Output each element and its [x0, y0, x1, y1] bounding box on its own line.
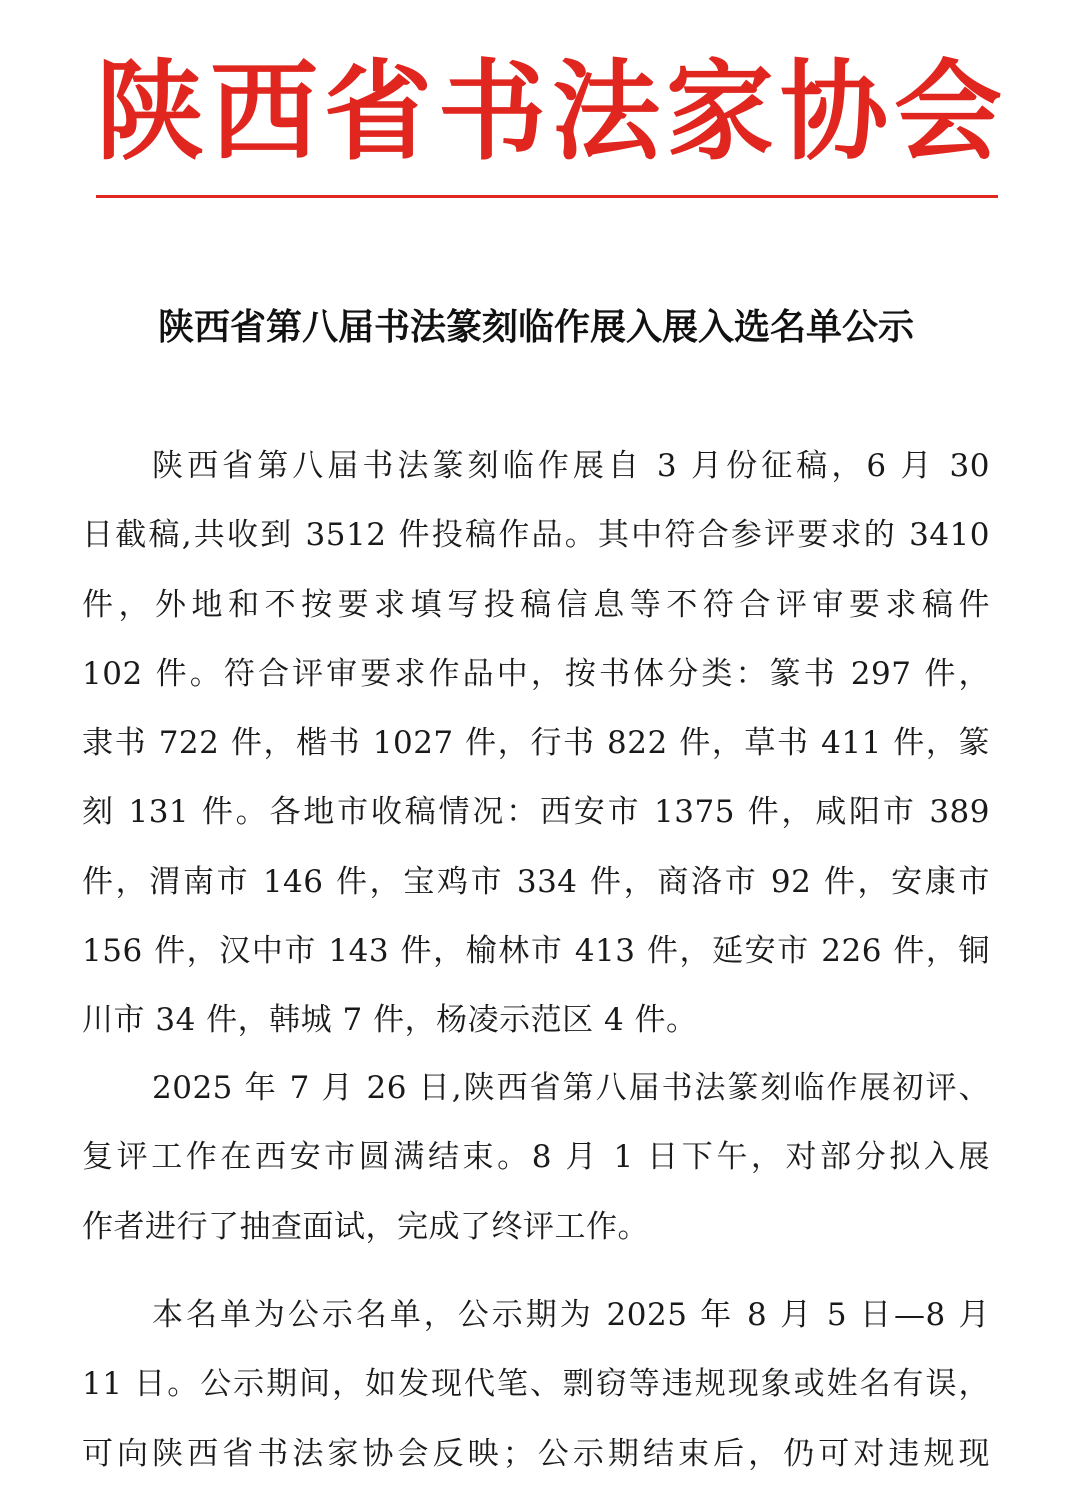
- paragraph-review-process: [82, 1054, 990, 1262]
- paragraph-line: 件，渭南市 146 件，宝鸡市 334 件，商洛市 92 件，安康市: [82, 863, 990, 900]
- masthead-organization-name: 陕西省书法家协会: [96, 49, 1009, 175]
- paragraph-line: 2025 年 7 月 26 日,陕西省第八届书法篆刻临作展初评、: [152, 1070, 990, 1106]
- paragraph-line: 可向陕西省书法家协会反映；公示期结束后，仍可对违规现: [82, 1435, 990, 1472]
- paragraph-public-notice: [82, 1281, 990, 1489]
- paragraph-line: 102 件。符合评审要求作品中，按书体分类：篆书 297 件，: [82, 655, 990, 692]
- paragraph-line: 复评工作在西安市圆满结束。8 月 1 日下午，对部分拟入展: [82, 1139, 990, 1176]
- paragraph-line: 川市 34 件，韩城 7 件，杨凌示范区 4 件。: [82, 1002, 698, 1039]
- paragraph-line: 本名单为公示名单，公示期为 2025 年 8 月 5 日—8 月: [152, 1297, 990, 1333]
- paragraph-submission-stats: [82, 432, 990, 1056]
- paragraph-line: 陕西省第八届书法篆刻临作展自 3 月份征稿，6 月 30: [152, 448, 990, 484]
- paragraph-line: 隶书 722 件，楷书 1027 件，行书 822 件，草书 411 件，篆: [82, 725, 990, 762]
- masthead-red-divider: [96, 195, 998, 198]
- document-title: 陕西省第八届书法篆刻临作展入展入选名单公示: [157, 307, 914, 348]
- paragraph-line: 件，外地和不按要求填写投稿信息等不符合评审要求稿件: [82, 586, 990, 623]
- paragraph-line: 11 日。公示期间，如发现代笔、剽窃等违规现象或姓名有误，: [82, 1366, 990, 1403]
- paragraph-line: 日截稿,共收到 3512 件投稿作品。其中符合参评要求的 3410: [82, 517, 990, 554]
- paragraph-line: 156 件，汉中市 143 件，榆林市 413 件，延安市 226 件，铜: [82, 933, 990, 970]
- paragraph-line: 作者进行了抽查面试，完成了终评工作。: [82, 1208, 649, 1245]
- paragraph-line: 刻 131 件。各地市收稿情况：西安市 1375 件，咸阳市 389: [82, 794, 990, 831]
